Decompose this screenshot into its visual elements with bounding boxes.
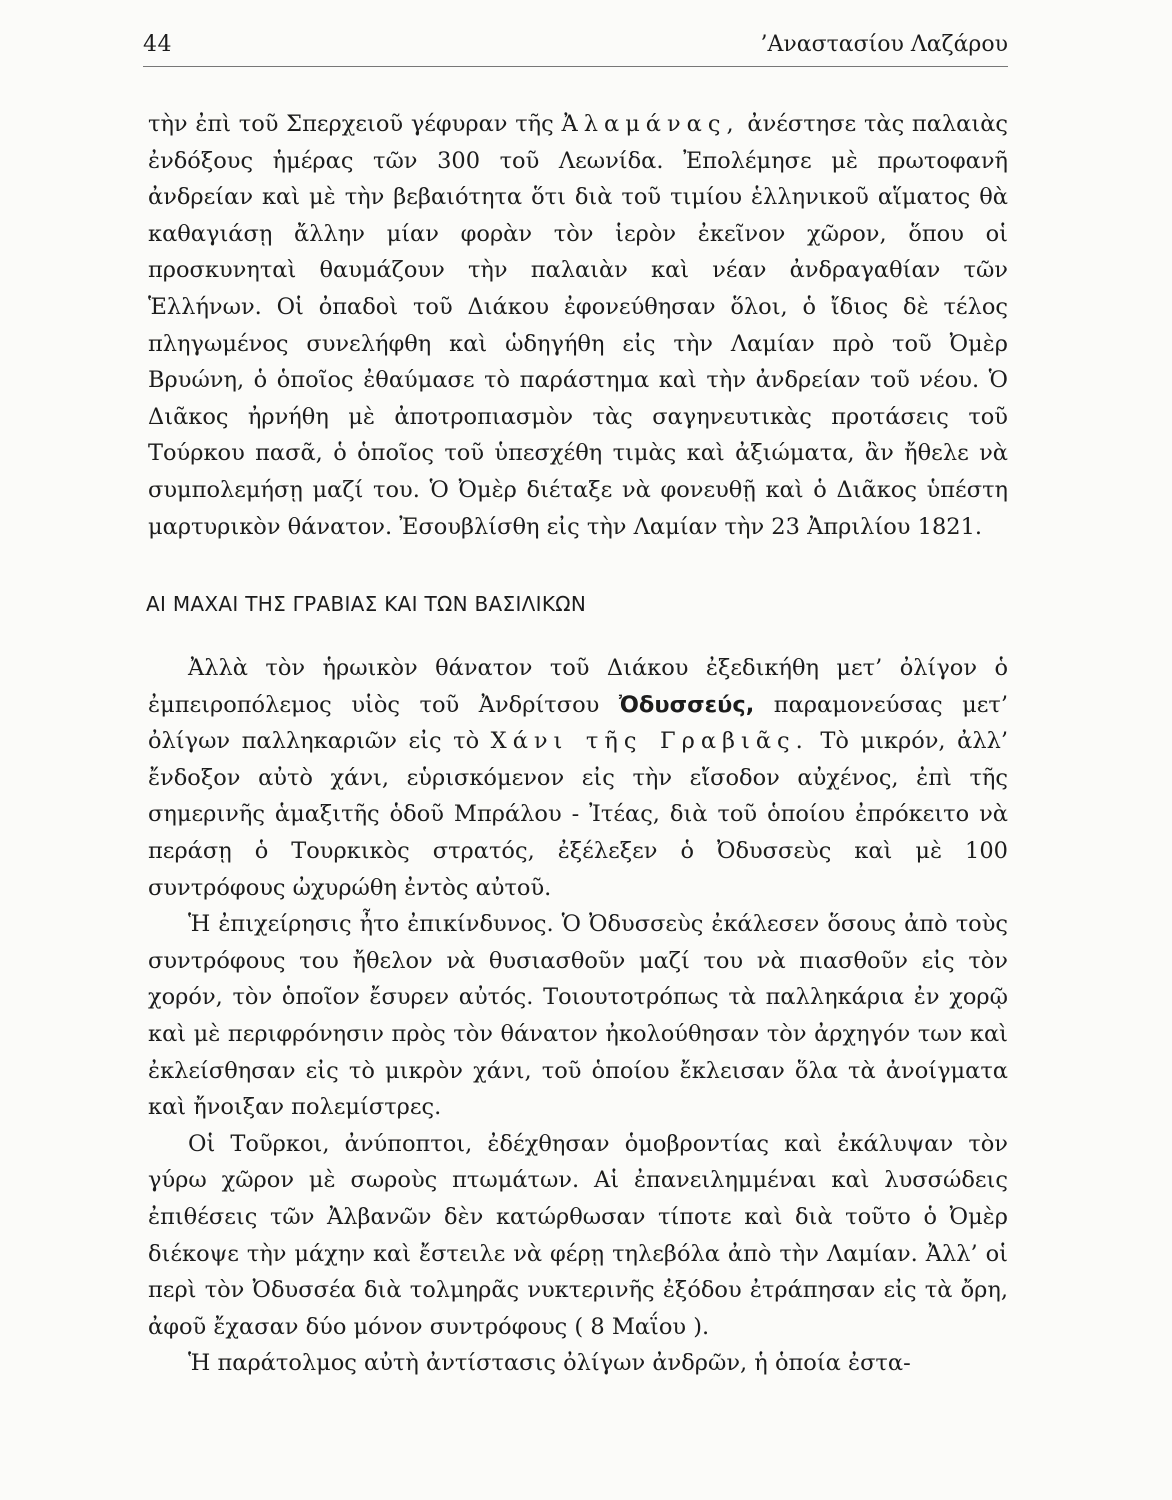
paragraph: Ἡ ἐπιχείρησις ἦτο ἐπικίνδυνος. Ὁ Ὀδυσσεὺς ἐκάλεσεν ὅσους ἀπὸ τοὺς συντρόφους του ἤθελον νὰ θυσιασθοῦν μαζί του νὰ πιασθοῦν εἰς τὸν χορόν, τὸν ὁποῖον ἔσυρεν αὐτός. Τοιουτοτρόπως τὰ παλληκάρια ἐν χορῷ καὶ μὲ περιφρόνησιν πρὸς τὸν θάνατον ἠκολούθησαν τὸν ἀρχηγόν των καὶ ἐκλείσθησαν εἰς τὸ μικρὸν χάνι, τοῦ ὁποίου ἔκλεισαν ὅλα τὰ ἀνοίγματα καὶ ἤνοιξαν πολεμίστρες. xyxy=(148,911,1008,1121)
running-title: ’Αναστασίου Λαζάρου xyxy=(760,32,1008,57)
text-segment: ἀνέστησε τὰς παλαιὰς ἐνδόξους ἡμέρας τῶν 300 τοῦ Λεωνίδα. Ἐπολέμησε μὲ πρωτοφανῆ ἀνδρείαν καὶ μὲ τὴν βεβαιότητα ὅτι διὰ τοῦ τιμίου ἑλληνικοῦ αἵματος θὰ καθαγιάσῃ ἄλλην μίαν φορὰν τὸν ἱερὸν ἐκεῖνον χῶρον, ὅπου οἱ προσκυνηταὶ θαυμάζουν τὴν παλαιὰν καὶ νέαν ἀνδραγαθίαν τῶν Ἑλλήνων. Οἱ ὀπαδοὶ τοῦ Διάκου ἐφονεύθησαν ὅλοι, ὁ ἴδιος δὲ τέλος πληγωμένος συνελήφθη καὶ ὡδηγήθη εἰς τὴν Λαμίαν πρὸ τοῦ Ὀμὲρ Βρυώνη, ὁ ὁποῖος ἐθαύμασε τὸ παράστημα καὶ τὴν ἀνδρείαν τοῦ νέου. Ὁ Διᾶκος ἠρνήθη μὲ ἀποτροπιασμὸν τὰς σαγηνευτικὰς προτάσεις τοῦ Τούρκου πασᾶ, ὁ ὁποῖος τοῦ ὑπεσχέθη τιμὰς καὶ ἀξιώματα, ἂν ἤθελε νὰ συμπολεμήσῃ μαζί του. Ὁ Ὀμὲρ διέταξε νὰ φονευθῇ καὶ ὁ Διᾶκος ὑπέστη μαρτυρικὸν θάνατον. Ἐσουβλίσθη εἰς τὴν Λαμίαν τὴν 23 Ἀπριλίου 1821. xyxy=(148,111,1008,540)
paragraph: Οἱ Τοῦρκοι, ἀνύποπτοι, ἐδέχθησαν ὁμοβροντίας καὶ ἐκάλυψαν τὸν γύρω χῶρον μὲ σωροὺς πτωμάτων. Αἱ ἐπανειλημμέναι καὶ λυσσώδεις ἐπιθέσεις τῶν Ἀλβανῶν δὲν κατώρθωσαν τίποτε καὶ διὰ τοῦτο ὁ Ὀμὲρ διέκοψε τὴν μάχην καὶ ἔστειλε νὰ φέρῃ τηλεβόλα ἀπὸ τὴν Λαμίαν. Ἀλλ’ οἱ περὶ τὸν Ὀδυσσέα διὰ τολμηρᾶς νυκτερινῆς ἐξόδου ἐτράπησαν εἰς τὰ ὄρη, ἀφοῦ ἔχασαν δύο μόνον συντρόφους ( 8 Μαΐου ). xyxy=(148,1130,1008,1340)
spaced-place-name: Χάνι τῆς Γραβιᾶς. xyxy=(490,728,809,755)
section-heading: ΑΙ ΜΑΧΑΙ ΤΗΣ ΓΡΑΒΙΑΣ ΚΑΙ ΤΩΝ ΒΑΣΙΛΙΚΩΝ xyxy=(146,592,587,616)
body-text-section xyxy=(148,650,1008,1382)
paragraph xyxy=(148,650,1008,906)
text-segment: Ἀλλὰ τὸν ἡρωικὸν θάνατον τοῦ Διάκου ἐξεδικήθη μετ’ ὀλίγον ὁ ἐμπειροπόλεμος υἱὸς τοῦ Ἀνδρίτσου xyxy=(148,655,1008,718)
text-segment: παραμονεύσας μετ’ ὀλίγων παλληκαριῶν εἰς τὸ xyxy=(148,691,1008,755)
paragraph: Ἡ παράτολμος αὐτὴ ἀντίστασις ὀλίγων ἀνδρῶν, ἡ ὁποία ἐστα- xyxy=(188,1350,911,1377)
page-number: 44 xyxy=(143,32,172,57)
page-header xyxy=(143,30,1008,67)
paragraph xyxy=(148,106,1008,545)
bold-name: Ὀδυσσεύς, xyxy=(618,691,755,718)
text-segment: τὴν ἐπὶ τοῦ Σπερχειοῦ γέφυραν τῆς xyxy=(148,111,562,137)
text-segment: Τὸ μικρόν, ἀλλ’ ἔνδοξον αὐτὸ χάνι, εὑρισκόμενον εἰς τὴν εἴσοδον αὐχένος, ἐπὶ τῆς σημερινῆς ἁμαξιτῆς ὁδοῦ Μπράλου - Ἰτέας, διὰ τοῦ ὁποίου ἐπρόκειτο νὰ περάσῃ ὁ Τουρκικὸς στρατός, ἐξέλεξεν ὁ Ὀδυσσεὺς καὶ μὲ 100 συντρόφους ὠχυρώθη ἐντὸς αὐτοῦ. xyxy=(148,728,1008,901)
body-text-top xyxy=(148,106,1008,545)
spaced-place-name: Ἀλαμάνας, xyxy=(561,111,740,137)
